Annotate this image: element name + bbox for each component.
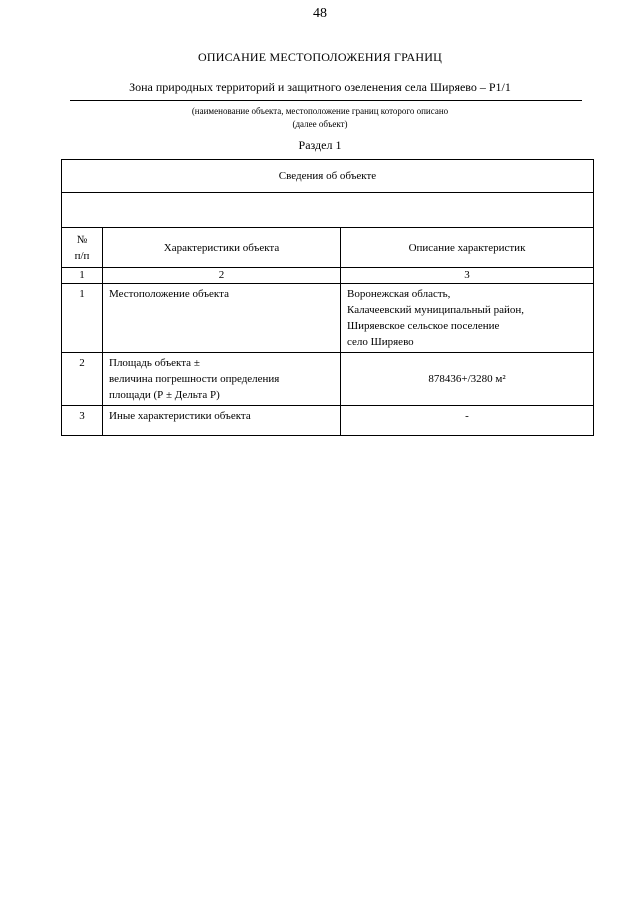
row-description: - — [341, 406, 594, 436]
row-characteristic: Площадь объекта ± величина погрешности определения площади (Р ± Дельта Р) — [103, 353, 341, 406]
table-header-row — [62, 228, 594, 268]
table-heading-row — [62, 160, 594, 193]
table-index-row — [62, 268, 594, 284]
table-heading: Сведения об объекте — [62, 160, 594, 193]
table-row — [62, 284, 594, 353]
row-num: 3 — [62, 406, 103, 436]
table-row — [62, 353, 594, 406]
header-characteristics: Характеристики объекта — [103, 228, 341, 268]
header-description: Описание характеристик — [341, 228, 594, 268]
row-description: 878436+/3280 м² — [341, 353, 594, 406]
index-cell-3: 3 — [341, 268, 594, 284]
object-name: Зона природных территорий и защитного озеленения села Ширяево – Р1/1 — [129, 80, 511, 94]
table-row — [62, 406, 594, 436]
table-empty-row — [62, 193, 594, 228]
caption-line-2: (далее объект) — [292, 119, 348, 129]
section-title: Раздел 1 — [298, 138, 342, 152]
underline-rule — [70, 100, 582, 101]
row-characteristic: Иные характеристики объекта — [103, 406, 341, 436]
row-characteristic: Местоположение объекта — [103, 284, 341, 353]
header-num-line-2: п/п — [74, 249, 90, 262]
index-cell-2: 2 — [103, 268, 341, 284]
object-info-table — [61, 159, 594, 436]
row-num: 1 — [62, 284, 103, 353]
page-number: 48 — [313, 6, 327, 21]
row-description: Воронежская область, Калачеевский муниципальный район, Ширяевское сельское поселение село Ширяево — [341, 284, 594, 353]
caption-line-1: (наименование объекта, местоположение границ которого описано — [191, 106, 449, 116]
header-num — [62, 228, 103, 268]
table-empty-cell — [62, 193, 594, 228]
index-cell-1: 1 — [62, 268, 103, 284]
row-num: 2 — [62, 353, 103, 406]
object-name-caption — [0, 105, 640, 131]
header-num-line-1: № — [76, 233, 88, 246]
document-title: ОПИСАНИЕ МЕСТОПОЛОЖЕНИЯ ГРАНИЦ — [198, 50, 442, 64]
